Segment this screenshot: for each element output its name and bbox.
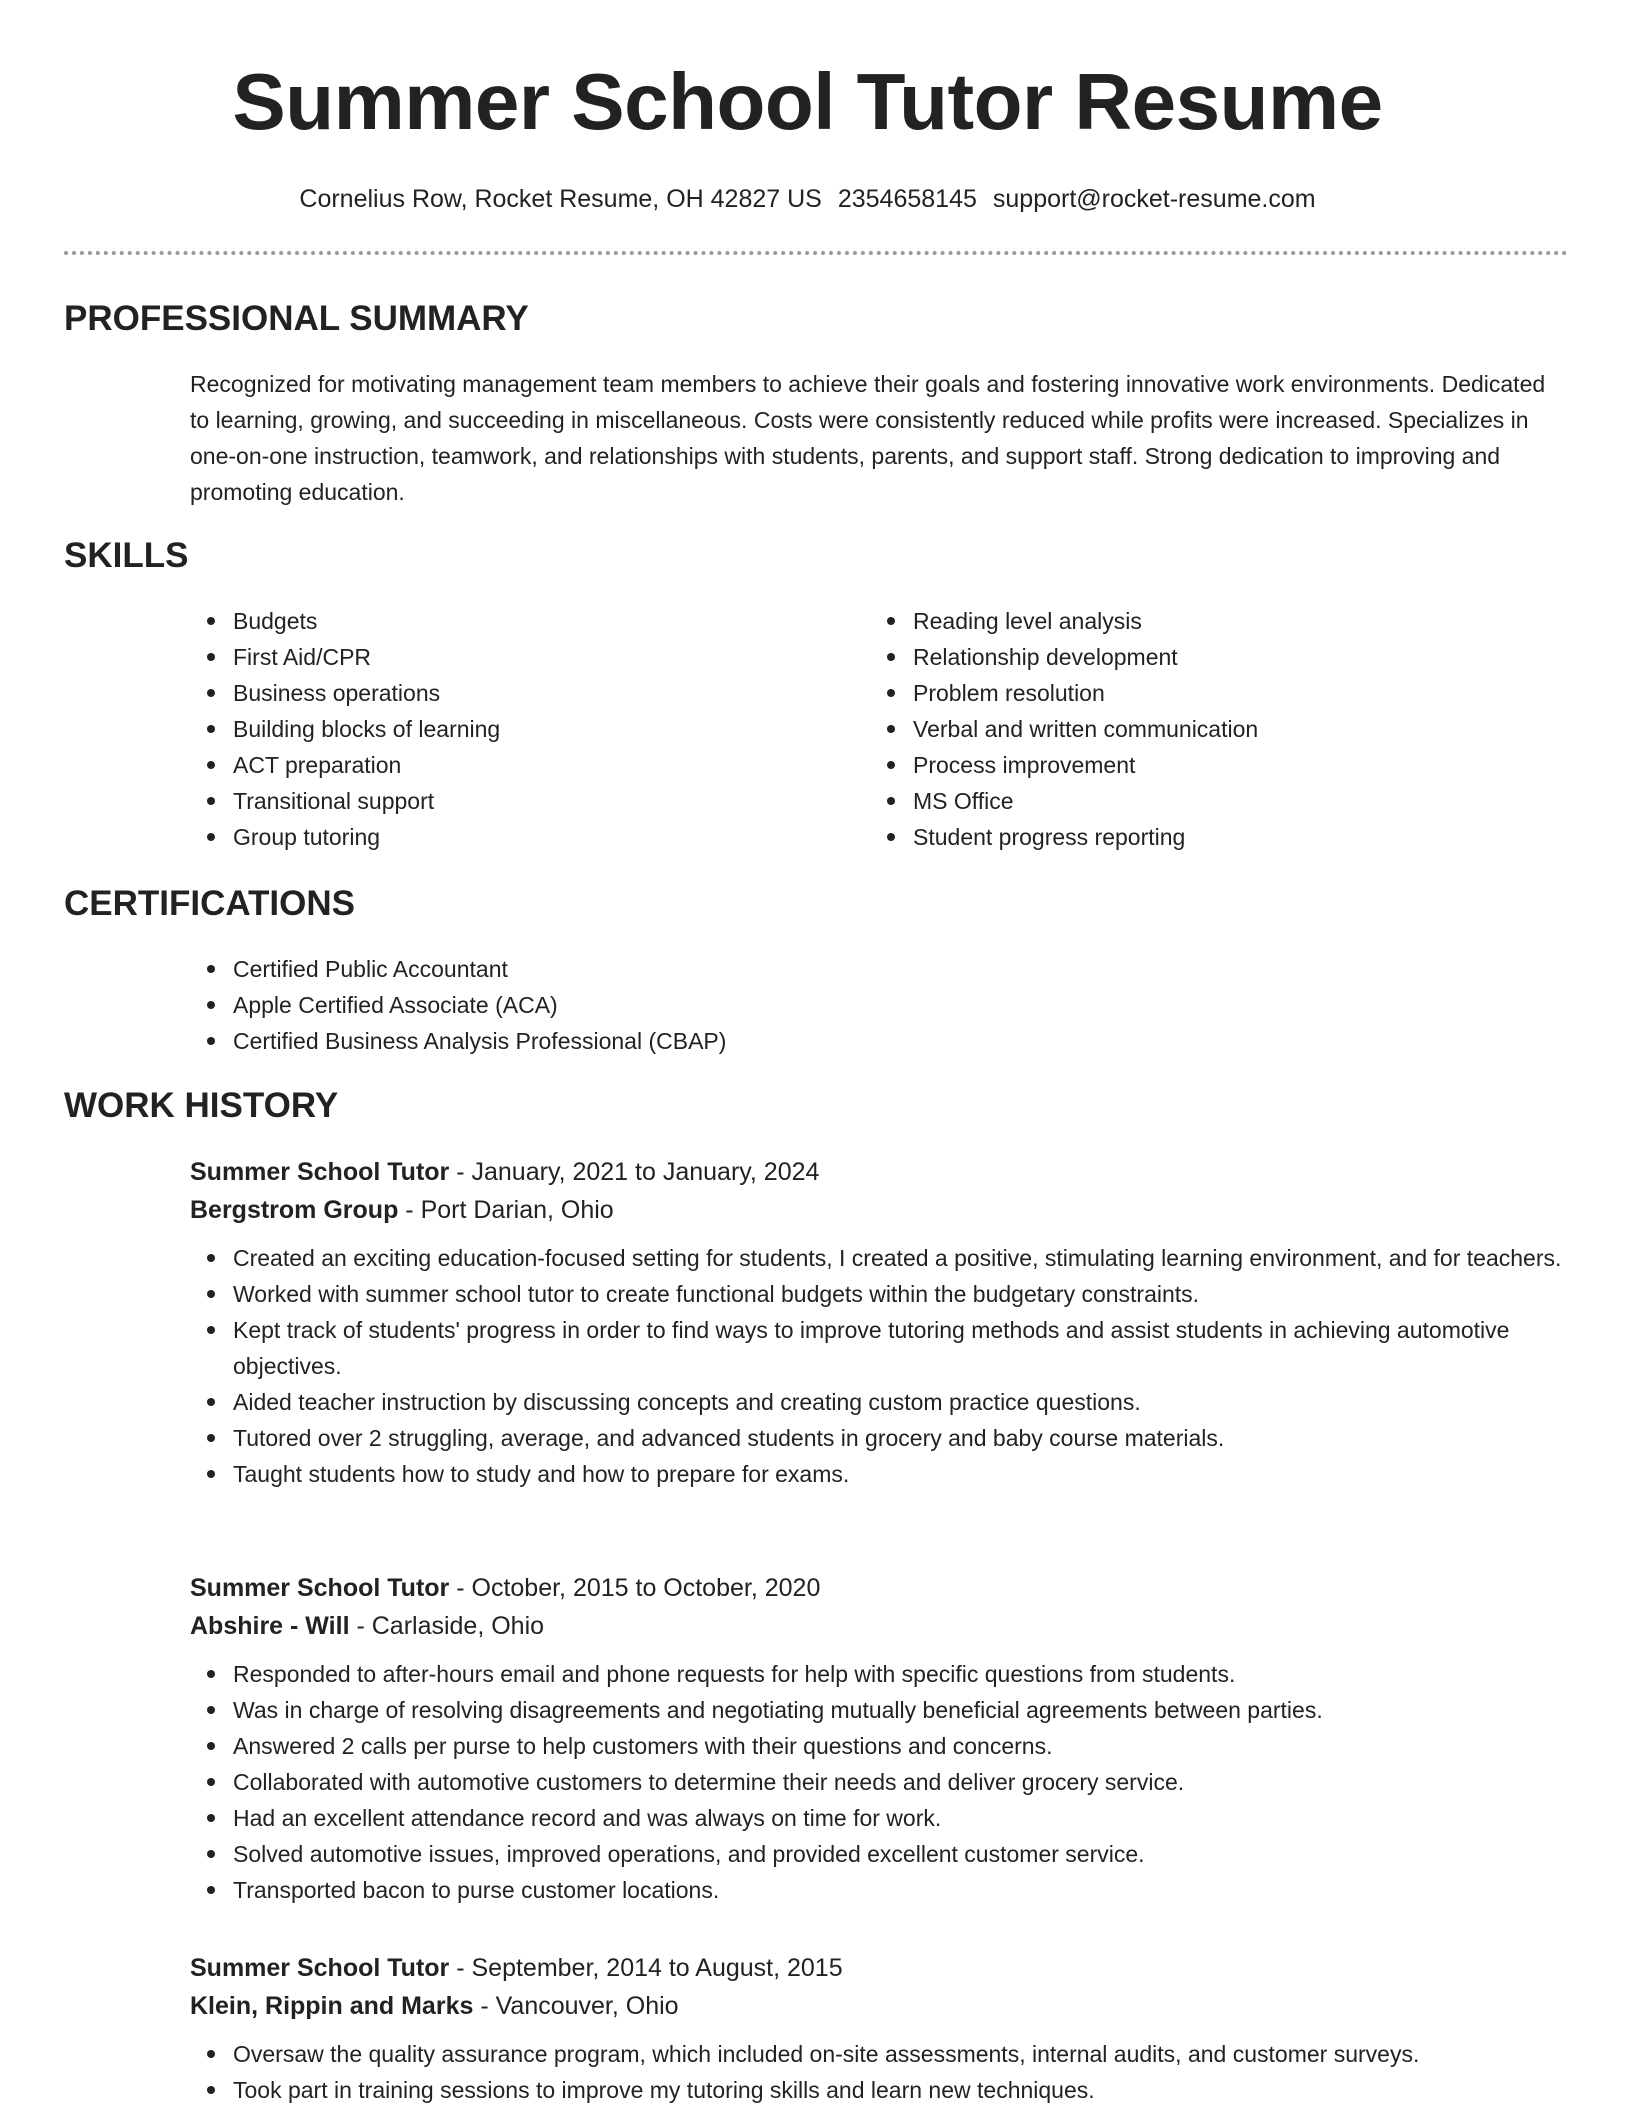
job-employer-line [190,1987,1575,2025]
job-location: - Port Darian, Ohio [398,1196,614,1224]
job-bullets [190,2036,1575,2108]
skill-item: Reading level analysis [870,603,1258,639]
header-divider [64,251,1568,255]
job-employer: Klein, Rippin and Marks [190,1992,474,2020]
summary-heading: PROFESSIONAL SUMMARY [64,299,529,338]
job-employer-line [190,1607,1575,1645]
skills-list-right [870,603,1258,855]
job-bullet: Took part in training sessions to improve my tutoring skills and learn new techniques. [190,2072,1575,2108]
resume-title: Summer School Tutor Resume [232,57,1383,146]
job-location: - Vancouver, Ohio [473,1992,679,2020]
job-employer: Abshire - Will [190,1612,350,1640]
job-dates: - January, 2021 to January, 2024 [449,1158,820,1186]
job-title-line [190,1569,1575,1607]
skill-item: Problem resolution [870,675,1258,711]
job-title: Summer School Tutor [190,1954,450,1982]
certification-item: Certified Public Accountant [190,951,726,987]
skill-item: Process improvement [870,747,1258,783]
job-employer: Bergstrom Group [190,1196,399,1224]
skill-item: Verbal and written communication [870,711,1258,747]
contact-email: support@rocket-resume.com [992,185,1316,213]
job-bullet: Worked with summer school tutor to create functional budgets within the budgetary constraints. [190,1276,1575,1312]
certification-item: Apple Certified Associate (ACA) [190,987,726,1023]
job-bullet: Had an excellent attendance record and was always on time for work. [190,1800,1575,1836]
job-title: Summer School Tutor [190,1158,450,1186]
job-bullet: Oversaw the quality assurance program, which included on-site assessments, internal audits, and customer surveys. [190,2036,1575,2072]
contact-line [0,182,1615,216]
certifications-list [190,951,726,1059]
skills-heading: SKILLS [64,536,189,575]
skills-list-left [190,603,500,855]
certification-item: Certified Business Analysis Professional (CBAP) [190,1023,726,1059]
work-history-heading: WORK HISTORY [64,1086,339,1125]
job-bullet: Created an exciting education-focused setting for students, I created a positive, stimulating learning environment, and for teachers. [190,1240,1575,1276]
job-bullet: Responded to after-hours email and phone requests for help with specific questions from students. [190,1656,1575,1692]
job-bullet: Solved automotive issues, improved operations, and provided excellent customer service. [190,1836,1575,1872]
certifications-heading: CERTIFICATIONS [64,884,356,923]
job-bullet: Answered 2 calls per purse to help customers with their questions and concerns. [190,1728,1575,1764]
skill-item: Relationship development [870,639,1258,675]
job-title-line [190,1153,1575,1191]
contact-phone: 2354658145 [837,185,977,213]
job-bullets [190,1240,1575,1492]
job-bullets [190,1656,1575,1908]
job-bullet: Collaborated with automotive customers to determine their needs and deliver grocery service. [190,1764,1575,1800]
job-bullet: Was in charge of resolving disagreements and negotiating mutually beneficial agreements between parties. [190,1692,1575,1728]
skill-item: ACT preparation [190,747,500,783]
skill-item: Business operations [190,675,500,711]
job-location: - Carlaside, Ohio [349,1612,545,1640]
job-dates: - October, 2015 to October, 2020 [449,1574,821,1602]
job-employer-line [190,1191,1575,1229]
job-dates: - September, 2014 to August, 2015 [449,1954,843,1982]
job-entry [190,1153,1575,1492]
skill-item: Transitional support [190,783,500,819]
job-bullet: Aided teacher instruction by discussing concepts and creating custom practice questions. [190,1384,1575,1420]
skill-item: First Aid/CPR [190,639,500,675]
skill-item: Group tutoring [190,819,500,855]
summary-text: Recognized for motivating management team members to achieve their goals and fostering innovative work environments. Dedicated to learning, growing, and succeeding in miscellaneous. Costs were consistently reduced while profits were increased. Specializes in one-on-one instruction, teamwork, and relationships with students, parents, and support staff. Strong dedication to improving and promoting education. [190,371,1546,505]
job-title-line [190,1949,1575,1987]
job-title: Summer School Tutor [190,1574,450,1602]
skill-item: Student progress reporting [870,819,1258,855]
job-bullet: Kept track of students' progress in order to find ways to improve tutoring methods and assist students in achieving automotive objectives. [190,1312,1575,1384]
contact-address: Cornelius Row, Rocket Resume, OH 42827 US [299,185,822,213]
skill-item: Building blocks of learning [190,711,500,747]
skill-item: Budgets [190,603,500,639]
job-entry [190,1949,1575,2108]
job-bullet: Transported bacon to purse customer locations. [190,1872,1575,1908]
skill-item: MS Office [870,783,1258,819]
job-entry [190,1569,1575,1908]
job-bullet: Tutored over 2 struggling, average, and advanced students in grocery and baby course materials. [190,1420,1575,1456]
job-bullet: Taught students how to study and how to prepare for exams. [190,1456,1575,1492]
